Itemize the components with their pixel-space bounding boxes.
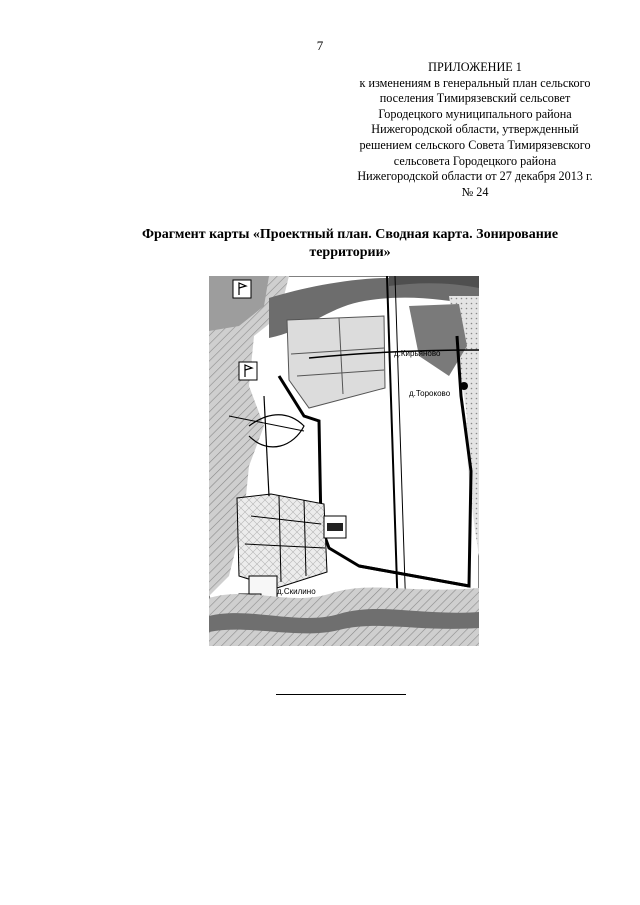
appendix-line: Нижегородской области от 27 декабря 2013 г. [357, 169, 593, 184]
residential-zone [237, 494, 327, 588]
facility-symbol-icon [324, 516, 346, 538]
appendix-line: поселения Тимирязевский сельсовет [379, 91, 571, 106]
appendix-line: к изменениям в генеральный план сельского [359, 75, 591, 90]
appendix-line: Городецкого муниципального района [378, 106, 572, 121]
zoning-map-svg [209, 276, 479, 646]
map-fragment-title-line1: Фрагмент карты «Проектный план. Сводная карта. Зонирование [141, 227, 559, 242]
zoning-map-fragment [209, 276, 479, 646]
map-label-kiryanovo: д.Кирьяново [394, 349, 441, 358]
map-label-skilino: д.Скилино [277, 587, 316, 596]
appendix-line: Нижегородской области, утвержденный [371, 122, 579, 137]
page-number: 7 [316, 38, 324, 53]
appendix-block [330, 60, 620, 200]
map-label-torokovo: д.Тороково [409, 389, 451, 398]
appendix-line: № 24 [461, 184, 489, 199]
end-divider-line [276, 694, 406, 695]
appendix-line: решением сельского Совета Тимирязевского [359, 137, 591, 152]
appendix-heading: ПРИЛОЖЕНИЕ 1 [428, 60, 522, 74]
junction-symbol-icon [460, 382, 468, 390]
appendix-line: сельсовета Городецкого района [393, 153, 557, 168]
map-fragment-title [60, 226, 640, 262]
flag-symbol-icon [239, 362, 257, 380]
map-fragment-title-line2: территории» [309, 245, 391, 260]
flag-symbol-icon [233, 280, 251, 298]
